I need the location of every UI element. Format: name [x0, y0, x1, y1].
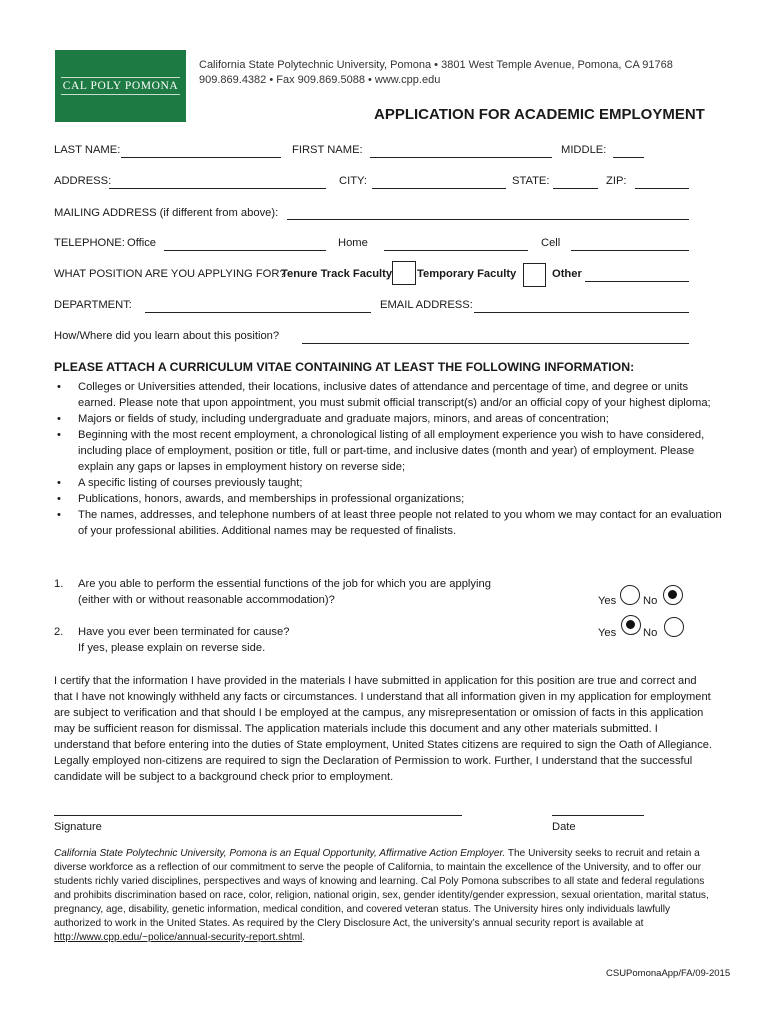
city-label: CITY: [339, 175, 367, 187]
university-address [199, 58, 673, 88]
q1-yes-radio[interactable] [620, 585, 640, 605]
q2-yes-label: Yes [598, 627, 617, 639]
state-field[interactable] [553, 188, 598, 189]
zip-label: ZIP: [606, 175, 627, 187]
state-label: STATE: [512, 175, 550, 187]
eeo-body-text: The University seeks to recruit and retain a diverse workforce as a reflection of our commitment to serve the people of California, to maintain the excellence of the University, and to offer our students richly varied disciplines, perspectives and ways of knowing and learning. Cal Poly Pomona subscribes to all state and federal regulations and prohibits discrimination based on race, color, religion, national origin, sex, gender identity/gender expression, sexual orientation, marital status, pregnancy, age, disability, genetic information, medical condition, and covered veteran status. The University hires only individuals lawfully authorized to work in the United States. As required by the Clery Disclosure Act, the university’s annual security report is available at [54, 848, 709, 929]
tenure-track-checkbox[interactable] [392, 261, 416, 285]
middle-field[interactable] [613, 157, 644, 158]
cv-item-courses: • A specific listing of courses previously taught; [78, 475, 728, 491]
position-question: WHAT POSITION ARE YOU APPLYING FOR? [54, 268, 286, 280]
city-field[interactable] [372, 188, 506, 189]
cell-label: Cell [541, 237, 561, 249]
address-line-2: 909.869.4382 • Fax 909.869.5088 • www.cpp.edu [199, 74, 441, 86]
date-label: Date [552, 821, 576, 833]
mailing-address-label: MAILING ADDRESS (if different from above): [54, 207, 279, 219]
other-position-field[interactable] [585, 281, 689, 282]
form-title: APPLICATION FOR ACADEMIC EMPLOYMENT [374, 106, 705, 123]
cv-item-education: • Colleges or Universities attended, their locations, inclusive dates of attendance and percentage of time, and degree or units earned. Please note that upon appointment, you must submit official transcript(s) and/or an official copy of your highest diploma; [78, 379, 728, 411]
q1-no-label: No [643, 595, 658, 607]
address-label: ADDRESS: [54, 175, 112, 187]
q2-no-radio[interactable] [664, 617, 684, 637]
question-1-line-1: Are you able to perform the essential functions of the job for which you are applying [78, 578, 491, 590]
temporary-faculty-checkbox[interactable] [523, 263, 546, 287]
question-2-number: 2. [54, 626, 64, 638]
equal-opportunity-statement [54, 847, 719, 945]
learn-about-field[interactable] [302, 343, 689, 344]
q1-no-radio[interactable] [663, 585, 683, 605]
last-name-label: LAST NAME: [54, 144, 121, 156]
question-1-number: 1. [54, 578, 64, 590]
address-field[interactable] [109, 188, 326, 189]
email-label: EMAIL ADDRESS: [380, 299, 473, 311]
cal-poly-pomona-logo [55, 50, 186, 122]
question-2-line-2: If yes, please explain on reverse side. [78, 642, 266, 654]
cv-item-employment: • Beginning with the most recent employment, a chronological listing of all employment experience you wish to have considered, including place of employment, position or title, full or part-time, and inclusive dates (month and year) of employment. Please explain any gaps or lapses in employment history on reverse side; [78, 427, 728, 475]
zip-field[interactable] [635, 188, 689, 189]
cv-requirements-list [54, 379, 728, 539]
cv-item-publications: • Publications, honors, awards, and memberships in professional organizations; [78, 491, 728, 507]
first-name-label: FIRST NAME: [292, 144, 363, 156]
department-label: DEPARTMENT: [54, 299, 132, 311]
department-field[interactable] [145, 312, 371, 313]
tenure-track-label: Tenure Track Faculty [281, 268, 393, 280]
q1-yes-label: Yes [598, 595, 617, 607]
logo-text: CAL POLY POMONA [61, 77, 181, 95]
signature-field[interactable] [54, 815, 462, 816]
cv-item-majors: • Majors or fields of study, including undergraduate and graduate majors, minors, and areas of concentration; [78, 411, 728, 427]
eeo-italic-text: California State Polytechnic University, Pomona is an Equal Opportunity, Affirmative Action Employer. [54, 848, 506, 859]
security-report-link[interactable]: http://www.cpp.edu/~police/annual-security-report.shtml [54, 932, 303, 943]
last-name-field[interactable] [121, 157, 281, 158]
question-2-line-1: Have you ever been terminated for cause? [78, 626, 290, 638]
office-label: Office [127, 237, 157, 249]
cell-phone-field[interactable] [571, 250, 689, 251]
q2-no-label: No [643, 627, 658, 639]
middle-label: MIDDLE: [561, 144, 607, 156]
home-label: Home [338, 237, 368, 249]
home-phone-field[interactable] [384, 250, 528, 251]
date-field[interactable] [552, 815, 644, 816]
email-field[interactable] [474, 312, 689, 313]
office-phone-field[interactable] [164, 250, 326, 251]
mailing-address-field[interactable] [287, 219, 689, 220]
cv-item-references: • The names, addresses, and telephone numbers of at least three people not related to you whom we may contact for an evaluation of your professional abilities. Additional names may be requested of finalists. [78, 507, 728, 539]
eeo-end-text: . [302, 932, 306, 943]
q2-yes-radio[interactable] [621, 615, 641, 635]
other-label: Other [552, 268, 582, 280]
question-1-text [78, 576, 548, 608]
signature-label: Signature [54, 821, 102, 833]
question-1-line-2: (either with or without reasonable accommodation)? [78, 594, 335, 606]
address-line-1: California State Polytechnic University, Pomona • 3801 West Temple Avenue, Pomona, CA 91768 [199, 59, 673, 71]
form-code: CSUPomonaApp/FA/09-2015 [606, 968, 731, 979]
question-2-text [78, 624, 548, 656]
certification-statement: I certify that the information I have provided in the materials I have submitted in application for this position are true and correct and that I have not knowingly withheld any facts or circumstances. I understand that all information given in my application for employment are subject to verification and that should I be employed at the campus, any misrepresentation or omission of facts in this application may be sufficient reason for dismissal. The application materials include this document and any other materials submitted. I understand that before entering into the duties of State employment, United States citizens are required to sign the Oath of Allegiance. Legally employed non-citizens are required to sign the Declaration of Permission to work. Further, I understand that the successful candidate will be subject to a background check prior to employment. [54, 675, 713, 783]
telephone-label: TELEPHONE: [54, 237, 125, 249]
first-name-field[interactable] [370, 157, 552, 158]
cv-requirements-heading: PLEASE ATTACH A CURRICULUM VITAE CONTAINING AT LEAST THE FOLLOWING INFORMATION: [54, 360, 635, 374]
learn-about-label: How/Where did you learn about this position? [54, 330, 280, 342]
temporary-faculty-label: Temporary Faculty [417, 268, 517, 280]
